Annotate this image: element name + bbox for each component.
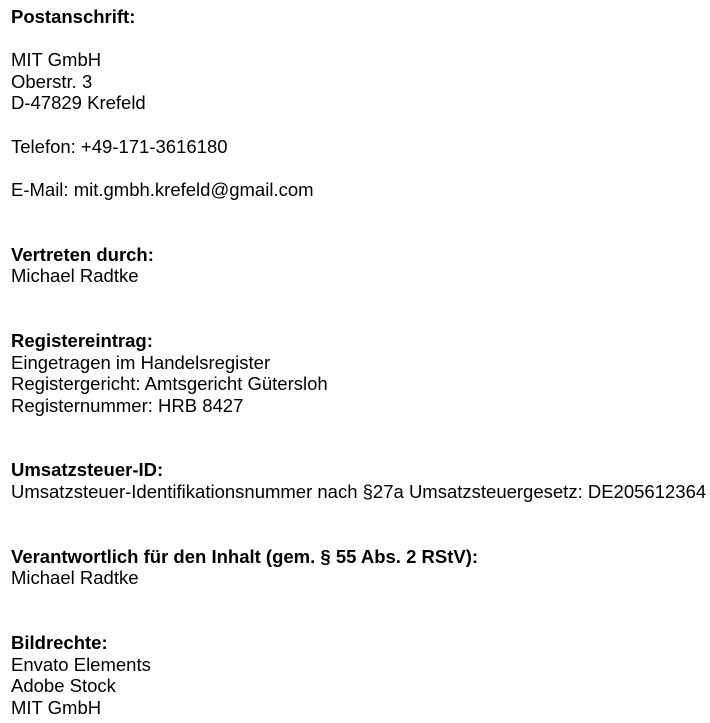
company-name: MIT GmbH [11,49,102,71]
vat-id-line: Umsatzsteuer-Identifikationsnummer nach §27a Umsatzsteuergesetz: DE205612364 [11,481,707,503]
email-line: E-Mail: mit.gmbh.krefeld@gmail.com [11,178,314,200]
image-rights-source-3: MIT GmbH [11,697,102,718]
register-entry-heading: Registereintrag: [11,329,153,351]
representative-heading: Vertreten durch: [11,243,154,265]
representative-name: Michael Radtke [11,265,139,287]
section-content-responsible [11,546,710,589]
section-vat-id [11,459,710,502]
postal-address-heading: Postanschrift: [11,6,136,27]
section-postal-address [11,6,710,200]
section-representative [11,244,710,287]
image-rights-heading: Bildrechte: [11,632,108,654]
register-number-line: Registernummer: HRB 8427 [11,394,244,416]
content-responsible-heading: Verantwortlich für den Inhalt (gem. § 55 Abs. 2 RStV): [11,545,479,567]
phone-line: Telefon: +49-171-3616180 [11,135,228,157]
image-rights-source-1: Envato Elements [11,653,151,675]
content-responsible-name: Michael Radtke [11,567,139,589]
section-image-rights [11,632,710,718]
register-court-line: Registergericht: Amtsgericht Gütersloh [11,373,328,395]
section-register-entry [11,330,710,416]
vat-id-heading: Umsatzsteuer-ID: [11,459,164,481]
street-address: Oberstr. 3 [11,70,93,92]
image-rights-source-2: Adobe Stock [11,675,116,697]
postal-code-city: D-47829 Krefeld [11,92,146,114]
register-entry-line: Eingetragen im Handelsregister [11,351,271,373]
